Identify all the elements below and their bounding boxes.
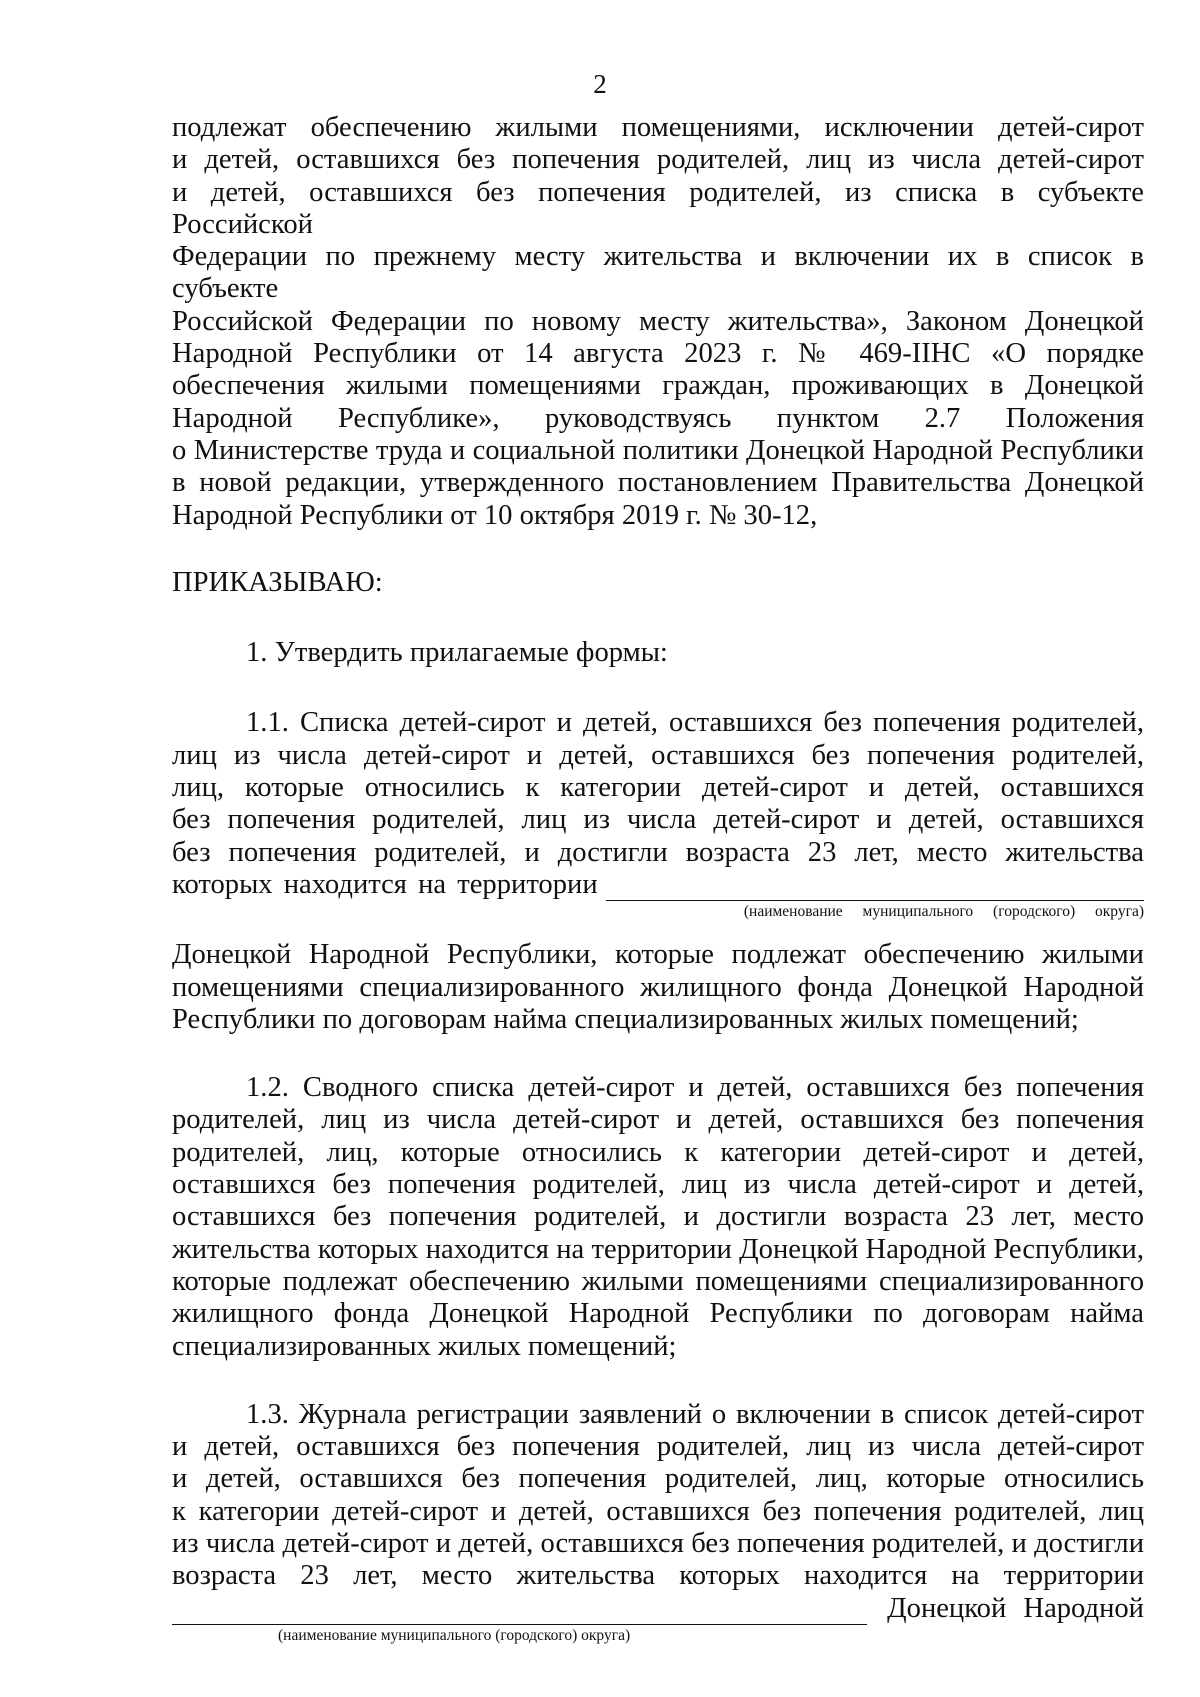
text-line: и детей, оставшихся без попечения родителей, лиц из числа детей-сирот [172, 144, 1144, 176]
text-line: помещениями специализированного жилищного фонда Донецкой Народной [172, 971, 1144, 1003]
field-caption: (наименование муниципального (городского) округа) [743, 903, 1144, 921]
text-line: 1.3. Журнала регистрации заявлений о включении в список детей-сирот [246, 1398, 1144, 1430]
text-line: и детей, оставшихся без попечения родителей, из списка в субъекте Российской [172, 176, 1144, 240]
text-line: подлежат обеспечению жилыми помещениями, исключении детей-сирот [172, 112, 1144, 143]
text-line: обеспечения жилыми помещениями граждан, проживающих в Донецкой [172, 370, 1144, 402]
item-1-2 [172, 1072, 1144, 1363]
text-line: специализированных жилых помещений; [172, 1330, 677, 1362]
text-line: без попечения родителей, лиц из числа детей-сирот и детей, оставшихся [172, 804, 1144, 836]
text-line: оставшихся без попечения родителей, и достигли возраста 23 лет, место [172, 1201, 1144, 1233]
text-line: родителей, лиц, которые относились к категории детей-сирот и детей, [172, 1136, 1144, 1168]
text-line: родителей, лиц из числа детей-сирот и детей, оставшихся без попечения [172, 1104, 1144, 1136]
order-word: ПРИКАЗЫВАЮ: [172, 566, 383, 598]
item-1-3 [172, 1399, 1144, 1645]
document-body [172, 112, 1144, 1645]
fill-in-line [606, 874, 1144, 901]
text-line: Народной Республике», руководствуясь пунктом 2.7 Положения [172, 402, 1144, 434]
text-line: оставшихся без попечения родителей, лиц из числа детей-сирот и детей, [172, 1169, 1144, 1201]
text-line: жилищного фонда Донецкой Народной Республики по договорам найма [172, 1298, 1144, 1330]
text-line: Народной Республики от 10 октября 2019 г. № 30-12, [172, 499, 818, 531]
text-line: Донецкой Народной [887, 1592, 1144, 1624]
item-1-1 [172, 707, 1144, 1036]
text-line: Российской Федерации по новому месту жительства», Законом Донецкой [172, 305, 1144, 337]
text-line: жительства которых находится на территории Донецкой Народной Республики, [172, 1233, 1144, 1265]
text-line: возраста 23 лет, место жительства которых находится на территории [172, 1560, 1144, 1592]
text-line: к категории детей-сирот и детей, оставшихся без попечения родителей, лиц [172, 1495, 1144, 1527]
page-number: 2 [593, 69, 607, 99]
text-line: Республики по договорам найма специализированных жилых помещений; [172, 1003, 1079, 1035]
text-line: без попечения родителей, и достигли возраста 23 лет, место жительства [172, 836, 1144, 868]
text-line: Федерации по прежнему месту жительства и включении их в список в субъекте [172, 241, 1144, 305]
fill-row [172, 1593, 1144, 1625]
text-line: 1.2. Сводного списка детей-сирот и детей, оставшихся без попечения [246, 1072, 1144, 1104]
item-1: 1. Утвердить прилагаемые формы: [246, 637, 668, 669]
fill-in-line [172, 1594, 867, 1625]
intro-paragraph [172, 112, 1144, 532]
text-line: и детей, оставшихся без попечения родителей, лиц из числа детей-сирот [172, 1431, 1144, 1463]
text-line: лиц, которые относились к категории детей-сирот и детей, оставшихся [172, 772, 1144, 804]
text-line: о Министерстве труда и социальной политики Донецкой Народной Республики [172, 434, 1144, 466]
text-line: 1.1. Списка детей-сирот и детей, оставшихся без попечения родителей, [246, 707, 1144, 739]
text-line: которые подлежат обеспечению жилыми помещениями специализированного [172, 1265, 1144, 1297]
text-line: лиц из числа детей-сирот и детей, оставшихся без попечения родителей, [172, 739, 1144, 771]
text-line: Народной Республики от 14 августа 2023 г. № 469-IIНС «О порядке [172, 338, 1144, 370]
fill-row [172, 869, 1144, 901]
text-line: Донецкой Народной Республики, которые подлежат обеспечению жилыми [172, 939, 1144, 971]
text-line: в новой редакции, утвержденного постановлением Правительства Донецкой [172, 467, 1144, 499]
text-line: из числа детей-сирот и детей, оставшихся без попечения родителей, и достигли [172, 1527, 1144, 1559]
text-line: которых находится на территории [172, 868, 598, 900]
field-caption: (наименование муниципального (городского) округа) [278, 1626, 631, 1644]
text-line: и детей, оставшихся без попечения родителей, лиц, которые относились [172, 1463, 1144, 1495]
